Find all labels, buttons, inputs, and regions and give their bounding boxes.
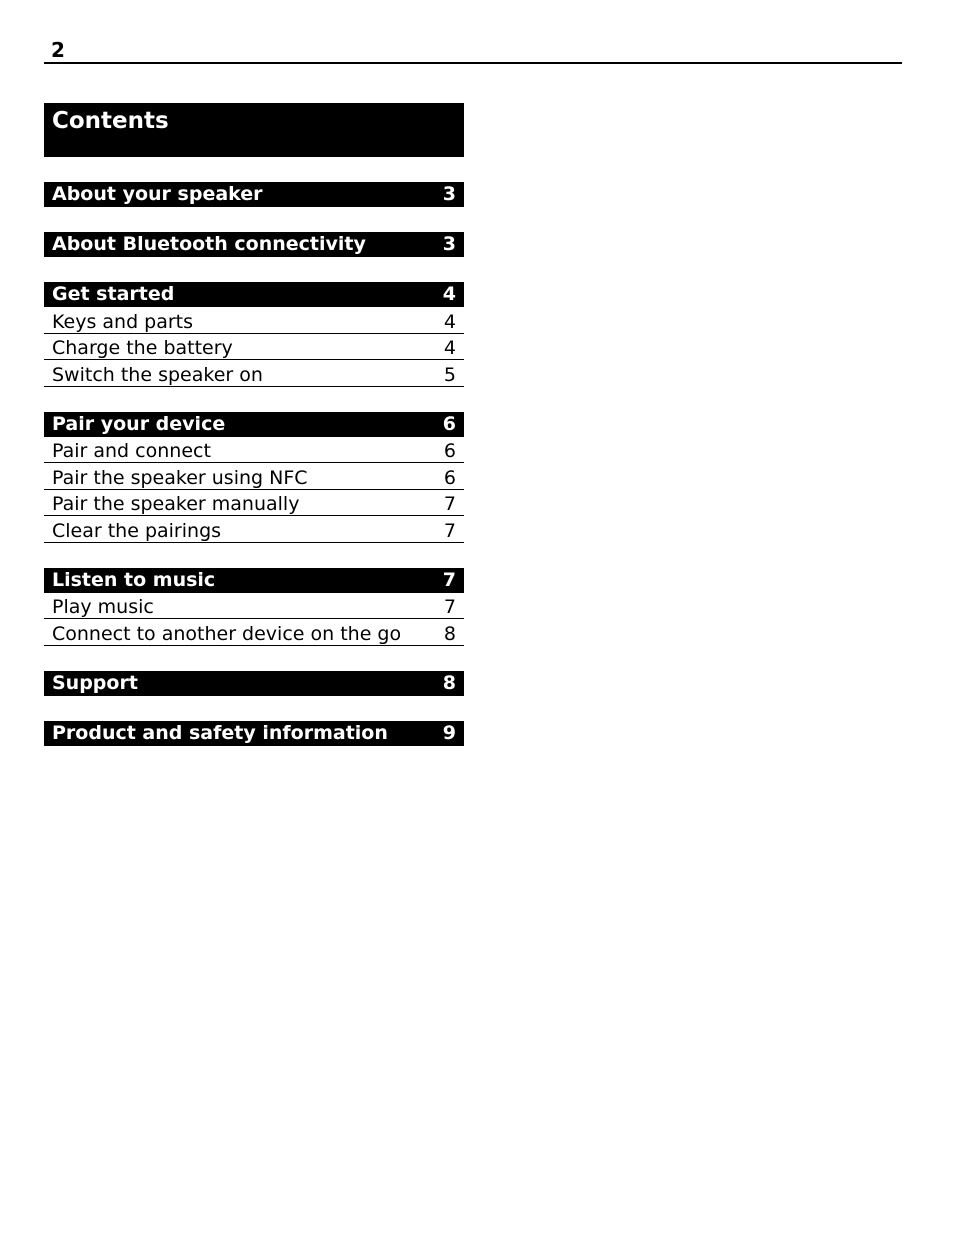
toc-section-title: Get started [52,283,175,305]
toc-entry[interactable] [44,360,464,387]
toc-entry-title: Keys and parts [52,310,194,333]
toc-section [44,671,464,696]
toc-section-page: 8 [442,671,456,694]
toc-section-title: Product and safety information [52,721,388,744]
toc-section [44,282,464,387]
toc-section-heading[interactable] [44,568,464,593]
toc-section-heading[interactable] [44,282,464,307]
toc-section-title: Listen to music [52,568,216,591]
toc-section-heading[interactable] [44,182,464,207]
toc-section-title: Pair your device [52,412,226,435]
toc-entry-page: 4 [443,337,456,359]
toc-entry-title: Clear the pairings [52,519,222,542]
contents-title: Contents [52,108,169,134]
toc-entry-title: Play music [52,596,154,618]
toc-section-page: 3 [442,233,456,255]
toc-section [44,412,464,543]
toc-entry-page: 8 [443,622,456,645]
toc-section-title: About Bluetooth connectivity [52,233,366,255]
toc-section [44,568,464,646]
toc-entry[interactable] [44,619,464,646]
toc-entry[interactable] [44,593,464,620]
toc-entry[interactable] [44,463,464,490]
toc-entry-page: 7 [443,519,456,542]
toc-entry-page: 5 [443,363,456,386]
toc-section [44,721,464,746]
toc-entry-title: Pair the speaker using NFC [52,466,308,489]
table-of-contents [44,182,464,771]
toc-entry[interactable] [44,307,464,334]
toc-entry[interactable] [44,437,464,464]
toc-entry-page: 7 [443,493,456,515]
toc-section-page: 4 [442,283,456,305]
toc-section-page: 7 [442,568,456,591]
toc-section-title: Support [52,671,138,694]
toc-section-heading[interactable] [44,232,464,257]
toc-section-heading[interactable] [44,721,464,746]
toc-entry[interactable] [44,334,464,361]
toc-section-title: About your speaker [52,183,263,205]
toc-section [44,232,464,257]
toc-entry-title: Switch the speaker on [52,363,263,386]
toc-entry[interactable] [44,490,464,517]
toc-entry-title: Charge the battery [52,337,233,359]
toc-entry-page: 6 [443,440,456,462]
toc-entry-title: Pair the speaker manually [52,493,300,515]
toc-section-heading[interactable] [44,412,464,437]
toc-entry[interactable] [44,516,464,543]
toc-entry-page: 6 [443,466,456,489]
toc-entry-page: 7 [443,596,456,618]
toc-entry-title: Pair and connect [52,440,211,462]
toc-section-heading[interactable] [44,671,464,696]
header-rule [44,62,902,64]
toc-section [44,182,464,207]
toc-section-page: 9 [442,721,456,744]
page-number: 2 [51,38,65,62]
toc-section-page: 3 [442,183,456,205]
toc-entry-title: Connect to another device on the go [52,622,402,645]
toc-entry-page: 4 [443,310,456,333]
toc-section-page: 6 [442,412,456,435]
contents-heading [44,103,464,157]
